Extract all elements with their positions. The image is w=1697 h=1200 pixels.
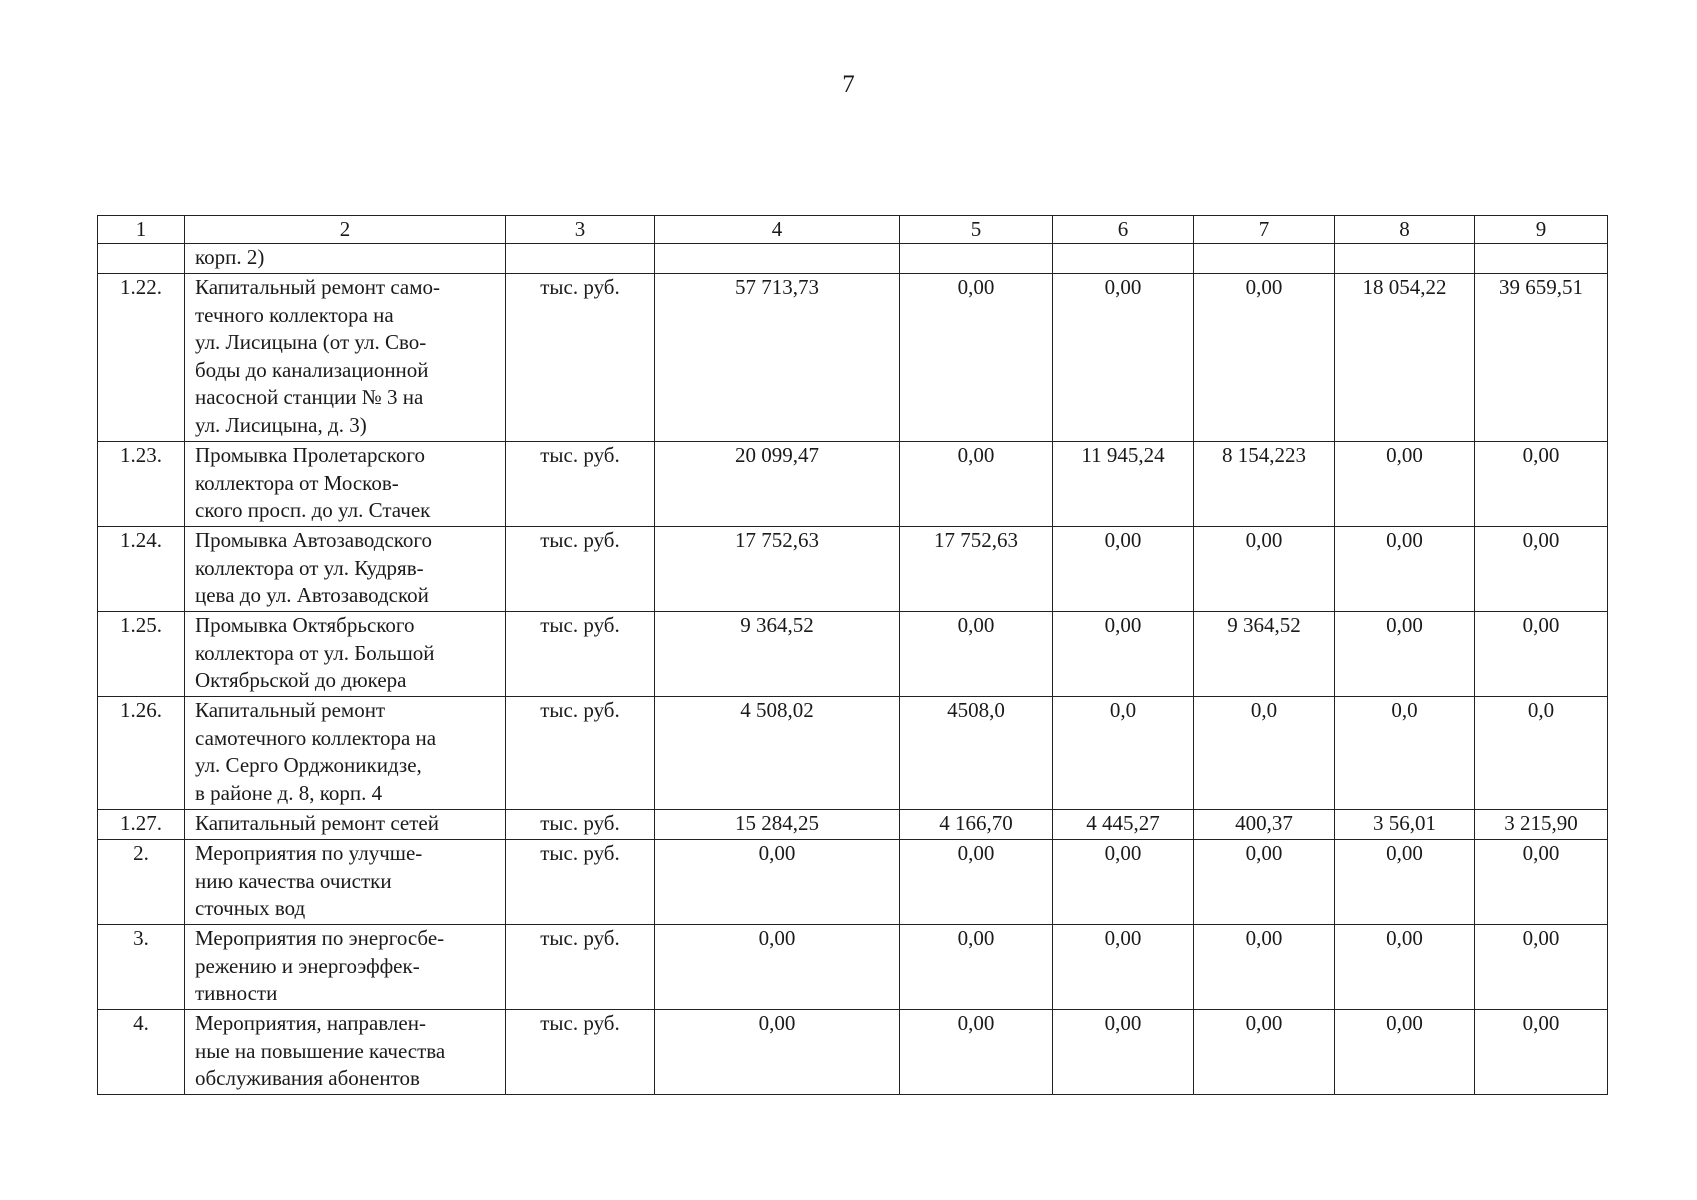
- activity-name-line: цева до ул. Автозаводской: [195, 583, 429, 607]
- unit-cell: тыс. руб.: [506, 527, 655, 612]
- value-cell: 0,0: [1335, 697, 1475, 810]
- value-cell: 0,00: [900, 840, 1053, 925]
- activity-name-line: ского просп. до ул. Стачек: [195, 498, 431, 522]
- activity-name-line: ул. Серго Орджоникидзе,: [195, 753, 422, 777]
- header-row: [98, 216, 1608, 244]
- activity-name: [185, 612, 506, 697]
- activity-name-line: коллектора от Москов-: [195, 470, 399, 495]
- value-cell: 0,00: [1335, 527, 1475, 612]
- value-cell: 39 659,51: [1475, 274, 1608, 442]
- value-cell: 57 713,73: [655, 274, 900, 442]
- table-row: [98, 612, 1608, 697]
- header-cell: 2: [185, 216, 506, 244]
- unit-cell: тыс. руб.: [506, 442, 655, 527]
- value-cell: 0,00: [655, 1010, 900, 1095]
- value-cell: 0,00: [1053, 274, 1194, 442]
- table-row: [98, 925, 1608, 1010]
- value-cell: 3 56,01: [1335, 810, 1475, 840]
- value-cell: 0,00: [1335, 442, 1475, 527]
- value-cell: 0,00: [1475, 840, 1608, 925]
- row-number: 1.23.: [98, 442, 185, 527]
- activity-name: [185, 810, 506, 840]
- header-cell: 3: [506, 216, 655, 244]
- activity-name-line: боды до канализационной: [195, 357, 429, 382]
- value-cell: [1475, 244, 1608, 274]
- value-cell: 0,00: [1194, 840, 1335, 925]
- value-cell: 4 508,02: [655, 697, 900, 810]
- value-cell: [900, 244, 1053, 274]
- value-cell: 0,00: [1053, 925, 1194, 1010]
- value-cell: 0,00: [1053, 840, 1194, 925]
- header-cell: 5: [900, 216, 1053, 244]
- value-cell: [1194, 244, 1335, 274]
- activity-name-line: коллектора от ул. Большой: [195, 640, 435, 665]
- row-number: 1.27.: [98, 810, 185, 840]
- value-cell: 0,00: [1194, 274, 1335, 442]
- value-cell: 0,00: [1475, 527, 1608, 612]
- value-cell: 4508,0: [900, 697, 1053, 810]
- activity-name-line: Мероприятия, направлен-: [195, 1011, 426, 1035]
- table-row: [98, 1010, 1608, 1095]
- activity-name: [185, 274, 506, 442]
- value-cell: [1335, 244, 1475, 274]
- table-row: [98, 840, 1608, 925]
- value-cell: 11 945,24: [1053, 442, 1194, 527]
- activity-name-line: ул. Лисицына (от ул. Сво-: [195, 330, 427, 354]
- value-cell: 20 099,47: [655, 442, 900, 527]
- value-cell: [1053, 244, 1194, 274]
- value-cell: 0,00: [1475, 612, 1608, 697]
- table-row: [98, 274, 1608, 442]
- activity-name-line: сточных вод: [195, 896, 306, 920]
- value-cell: 4 166,70: [900, 810, 1053, 840]
- value-cell: 0,0: [1053, 697, 1194, 810]
- activity-name-line: Капитальный ремонт: [195, 698, 386, 722]
- value-cell: 0,00: [1053, 612, 1194, 697]
- activity-name-line: Промывка Пролетарского: [195, 443, 426, 467]
- activity-name-line: насосной станции № 3 на: [195, 385, 424, 409]
- value-cell: 4 445,27: [1053, 810, 1194, 840]
- unit-cell: тыс. руб.: [506, 697, 655, 810]
- value-cell: 400,37: [1194, 810, 1335, 840]
- activity-name-line: обслуживания абонентов: [195, 1066, 420, 1090]
- table-row: [98, 527, 1608, 612]
- unit-cell: тыс. руб.: [506, 274, 655, 442]
- value-cell: 18 054,22: [1335, 274, 1475, 442]
- row-number: 1.26.: [98, 697, 185, 810]
- activity-name: [185, 527, 506, 612]
- value-cell: 8 154,223: [1194, 442, 1335, 527]
- value-cell: 3 215,90: [1475, 810, 1608, 840]
- value-cell: 17 752,63: [900, 527, 1053, 612]
- value-cell: 9 364,52: [1194, 612, 1335, 697]
- table-row: [98, 244, 1608, 274]
- program-table: [97, 215, 1608, 1095]
- activity-name-line: нию качества очистки: [195, 868, 392, 893]
- activity-name: [185, 697, 506, 810]
- activity-name-line: Промывка Октябрьского: [195, 613, 415, 637]
- value-cell: 0,00: [900, 925, 1053, 1010]
- activity-name-line: тивности: [195, 981, 278, 1005]
- value-cell: 0,0: [1194, 697, 1335, 810]
- value-cell: 0,00: [1335, 612, 1475, 697]
- value-cell: 0,00: [1475, 925, 1608, 1010]
- activity-name-line: корп. 2): [195, 245, 265, 269]
- header-cell: 1: [98, 216, 185, 244]
- value-cell: 9 364,52: [655, 612, 900, 697]
- value-cell: 0,00: [1335, 925, 1475, 1010]
- header-cell: 9: [1475, 216, 1608, 244]
- activity-name-line: в районе д. 8, корп. 4: [195, 780, 383, 805]
- value-cell: 0,00: [655, 840, 900, 925]
- row-number: [98, 244, 185, 274]
- activity-name-line: самотечного коллектора на: [195, 725, 437, 750]
- row-number: 1.24.: [98, 527, 185, 612]
- activity-name-line: ные на повышение качества: [195, 1038, 446, 1063]
- value-cell: 0,00: [1194, 527, 1335, 612]
- table-row: [98, 697, 1608, 810]
- header-cell: 7: [1194, 216, 1335, 244]
- activity-name-line: Капитальный ремонт само-: [195, 275, 441, 299]
- table-row: [98, 810, 1608, 840]
- value-cell: 0,00: [1335, 840, 1475, 925]
- value-cell: 0,00: [1053, 527, 1194, 612]
- table-row: [98, 442, 1608, 527]
- row-number: 1.25.: [98, 612, 185, 697]
- table-body: [98, 216, 1608, 1095]
- activity-name: [185, 840, 506, 925]
- activity-name-line: течного коллектора на: [195, 302, 394, 327]
- unit-cell: тыс. руб.: [506, 840, 655, 925]
- page-number: 7: [842, 71, 855, 98]
- activity-name: [185, 1010, 506, 1095]
- row-number: 4.: [98, 1010, 185, 1095]
- header-cell: 6: [1053, 216, 1194, 244]
- activity-name-line: режению и энергоэффек-: [195, 953, 420, 978]
- activity-name-line: Капитальный ремонт сетей: [195, 811, 439, 835]
- activity-name-line: Мероприятия по улучше-: [195, 841, 423, 865]
- value-cell: 0,00: [1475, 442, 1608, 527]
- activity-name: [185, 925, 506, 1010]
- unit-cell: тыс. руб.: [506, 612, 655, 697]
- activity-name-line: Мероприятия по энергосбе-: [195, 926, 445, 950]
- value-cell: 15 284,25: [655, 810, 900, 840]
- activity-name-line: коллектора от ул. Кудряв-: [195, 555, 424, 580]
- unit-cell: тыс. руб.: [506, 1010, 655, 1095]
- activity-name-line: Октябрьской до дюкера: [195, 668, 407, 692]
- value-cell: 0,00: [900, 274, 1053, 442]
- value-cell: 0,00: [655, 925, 900, 1010]
- value-cell: 0,00: [900, 1010, 1053, 1095]
- activity-name-line: Промывка Автозаводского: [195, 528, 433, 552]
- value-cell: 0,00: [1194, 925, 1335, 1010]
- activity-name: [185, 442, 506, 527]
- unit-cell: тыс. руб.: [506, 925, 655, 1010]
- value-cell: 0,00: [1194, 1010, 1335, 1095]
- unit-cell: [506, 244, 655, 274]
- activity-name: [185, 244, 506, 274]
- header-cell: 4: [655, 216, 900, 244]
- value-cell: 0,00: [1335, 1010, 1475, 1095]
- value-cell: 0,0: [1475, 697, 1608, 810]
- value-cell: 0,00: [900, 442, 1053, 527]
- row-number: 3.: [98, 925, 185, 1010]
- value-cell: 17 752,63: [655, 527, 900, 612]
- value-cell: 0,00: [1475, 1010, 1608, 1095]
- value-cell: 0,00: [1053, 1010, 1194, 1095]
- activity-name-line: ул. Лисицына, д. 3): [195, 412, 367, 437]
- value-cell: [655, 244, 900, 274]
- unit-cell: тыс. руб.: [506, 810, 655, 840]
- header-cell: 8: [1335, 216, 1475, 244]
- row-number: 2.: [98, 840, 185, 925]
- value-cell: 0,00: [900, 612, 1053, 697]
- row-number: 1.22.: [98, 274, 185, 442]
